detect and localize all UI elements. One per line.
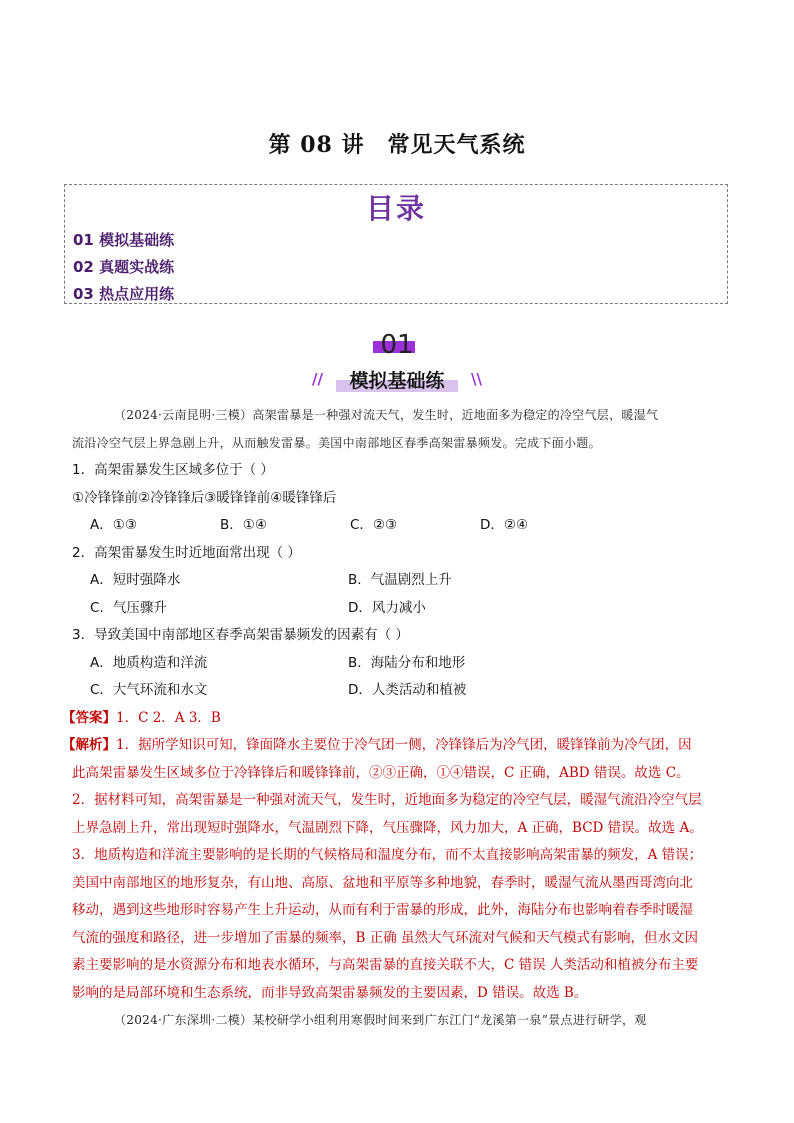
analysis-line: 2．据材料可知，高架雷暴是一种强对流天气，发生时，近地面多为稳定的冷空气层，暖湿气流沿冷空气层 [72, 792, 702, 808]
analysis-line: 气流的强度和路径，进一步增加了雷暴的频率，B 正确 虽然大气环流对气候和天气模式有影响，但水文因 [72, 929, 699, 946]
table-of-contents [64, 184, 728, 304]
option-b[interactable]: B．气温剧烈上升 [348, 572, 452, 588]
analysis-text: 1．据所学知识可知，锋面降水主要位于冷气团一侧，冷锋锋后为冷气团，暖锋锋前为冷气团，因 [116, 737, 692, 753]
question-3-options-row-1 [72, 650, 726, 678]
section-left-marks: // [312, 370, 323, 388]
question-1-options [72, 512, 726, 540]
option-c[interactable]: C．大气环流和水文 [90, 682, 208, 698]
question-1-stem: 1．高架雷暴发生区域多位于（ ） [72, 462, 274, 478]
analysis-line [62, 732, 726, 760]
option-d[interactable]: D．人类活动和植被 [348, 682, 467, 698]
toc-heading: 目录 [365, 192, 426, 225]
option-c[interactable]: C．气压骤升 [90, 599, 167, 616]
analysis-line: 素主要影响的是水资源分布和地表水循环，与高架雷暴的直接关联不大，C 错误 人类活动和植被分布主要 [72, 957, 699, 973]
option-a[interactable]: A．地质构造和洋流 [90, 654, 208, 671]
analysis-line: 上界急剧上升，常出现短时强降水，气温剧烈下降，气压骤降，风力加大，A 正确，BCD 错误。故选 A。 [72, 819, 703, 836]
question-body [62, 402, 726, 1035]
option-a[interactable]: A．短时强降水 [90, 572, 181, 588]
analysis-line: 移动，遇到这些地形时容易产生上升运动，从而有利于雷暴的形成，此外，海陆分布也影响着春季时暖湿 [72, 902, 693, 918]
option-d[interactable]: D．②④ [480, 517, 529, 533]
toc-item-3[interactable]: 03 热点应用练 [73, 285, 175, 303]
toc-item-2[interactable]: 02 真题实战练 [73, 258, 175, 276]
section-number: 01 [380, 330, 414, 360]
analysis-line: 此高架雷暴发生区域多位于冷锋锋后和暖锋锋前，②③正确，①④错误，C 正确，ABD 错误。故选 C。 [72, 764, 690, 781]
option-d[interactable]: D．风力减小 [348, 599, 426, 616]
section-right-marks: \\ [471, 370, 482, 388]
answer-text: 1．C 2．A 3．B [116, 709, 221, 726]
question-3-stem: 3．导致美国中南部地区春季高架雷暴频发的因素有（ ） [72, 627, 409, 643]
analysis-line: 美国中南部地区的地形复杂，有山地、高原、盆地和平原等多种地貌，春季时，暖湿气流从墨西哥湾向北 [72, 874, 693, 891]
question-2-options-row-2 [72, 595, 726, 623]
option-a[interactable]: A．①③ [90, 517, 137, 533]
question-3-options-row-2 [72, 677, 726, 705]
next-intro-line: （2024·广东深圳·二模）某校研学小组利用寒假时间来到广东江门“龙溪第一泉”景点进行研学，观 [114, 1013, 647, 1027]
option-b[interactable]: B．①④ [220, 517, 267, 533]
answer-line [62, 705, 726, 733]
answer-label: 【答案】 [62, 709, 116, 726]
option-c[interactable]: C．②③ [350, 517, 398, 533]
intro-line-2: 流沿冷空气层上界急剧上升，从而触发雷暴。美国中南部地区春季高架雷暴频发。完成下面小题。 [72, 435, 601, 450]
question-1-statements: ①冷锋锋前②冷锋锋后③暖锋锋前④暖锋锋后 [72, 489, 337, 506]
question-2-stem: 2．高架雷暴发生时近地面常出现（ ） [72, 544, 301, 561]
analysis-line: 影响的是局部环境和生态系统，而非导致高架雷暴频发的主要因素，D 错误。故选 B。 [72, 984, 588, 1001]
question-2-options-row-1 [72, 567, 726, 595]
analysis-line: 3．地质构造和洋流主要影响的是长期的气候格局和温度分布，而不太直接影响高架雷暴的频发，A 错误； [72, 847, 703, 863]
intro-line-1: （2024·云南昆明·三模）高架雷暴是一种强对流天气，发生时，近地面多为稳定的冷空气层，暖湿气 [114, 408, 659, 422]
toc-item-1[interactable]: 01 模拟基础练 [73, 231, 175, 249]
section-title: 模拟基础练 [349, 370, 445, 392]
page-title: 第 08 讲 常见天气系统 [268, 132, 526, 158]
analysis-label: 【解析】 [62, 737, 116, 753]
option-b[interactable]: B．海陆分布和地形 [348, 654, 466, 671]
section-header [312, 366, 482, 394]
